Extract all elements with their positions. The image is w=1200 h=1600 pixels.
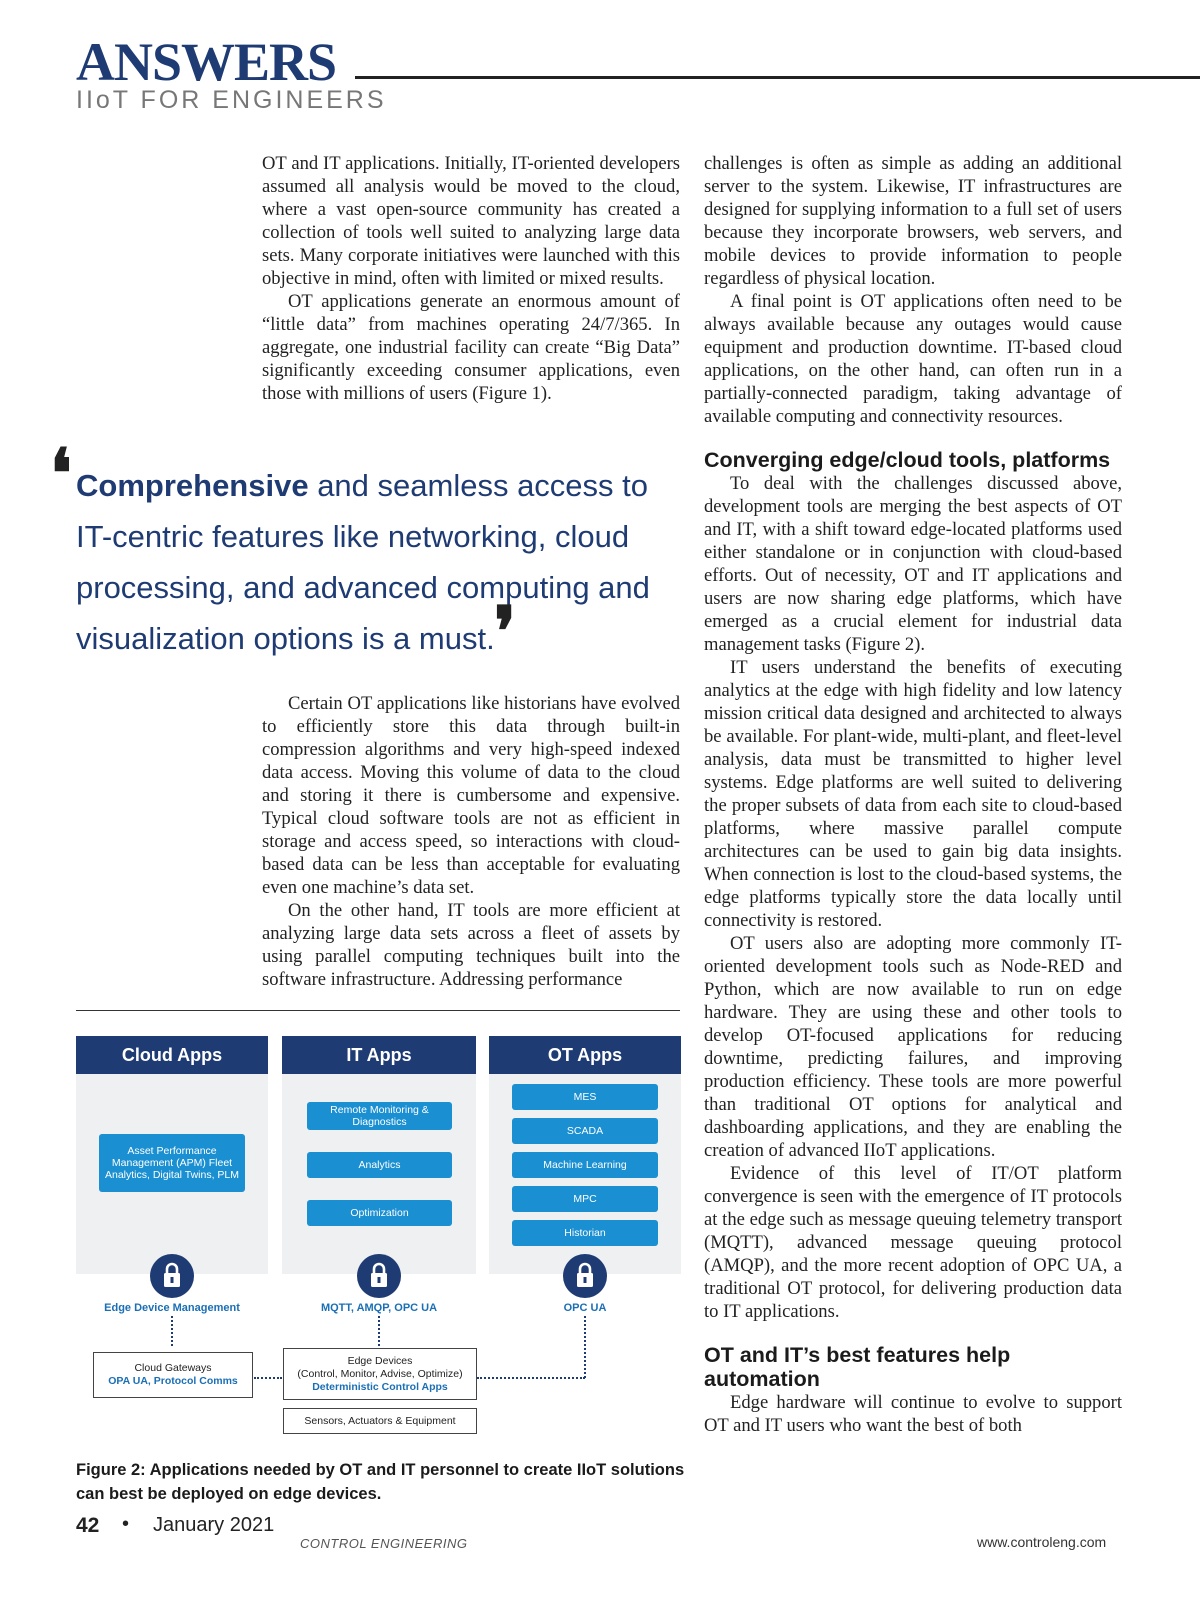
edge-device-management-label: Edge Device Management	[104, 1302, 240, 1314]
edge-devices-box	[283, 1348, 477, 1400]
publication-name: CONTROL ENGINEERING	[300, 1536, 468, 1551]
cloud-apps-header: Cloud Apps	[76, 1036, 268, 1074]
gateways-protocols: OPA UA, Protocol Comms	[108, 1375, 238, 1387]
it-protocols-label: MQTT, AMQP, OPC UA	[320, 1302, 438, 1314]
pull-quote	[76, 460, 686, 670]
sensors-box: Sensors, Actuators & Equipment	[283, 1408, 477, 1434]
close-quote-mark: ❜	[494, 594, 516, 670]
paragraph: IT users understand the benefits of executing analytics at the edge with high fidelity and low latency mission critical data designed and architected to always be available. For plant-wide, multi-plant, and fleet-level analysis, data must be transmitted to higher level systems. Edge platforms are well suited to delivering the proper subsets of data from each site to cloud-based platforms, where massive parallel compute architectures can be used to gain big data insights. When connection is lost to the cloud-based systems, the edge platforms typically store the data locally until connectivity is restored.	[704, 657, 1122, 931]
paragraph: Evidence of this level of IT/OT platform convergence is seen with the emergence of IT protocols at the edge such as message queuing telemetry transport (MQTT), advanced message queuing protocol (AMQP), and the more recent adoption of OPC UA, a traditional OT protocol, for delivering production data to IT applications.	[704, 1163, 1122, 1322]
ot-app-item: MES	[512, 1084, 658, 1110]
section-subtitle: IIoT FOR ENGINEERS	[76, 86, 387, 114]
column-b	[704, 152, 1122, 1437]
connector	[254, 1377, 282, 1379]
ot-protocols-label: OPC UA	[563, 1302, 607, 1314]
ot-app-item: SCADA	[512, 1118, 658, 1144]
column-a-top	[262, 152, 680, 405]
ot-app-item: Machine Learning	[512, 1152, 658, 1178]
website-link[interactable]: www.controleng.com	[977, 1534, 1107, 1550]
paragraph: OT applications generate an enormous amount of “little data” from machines operating 24/7/365. In aggregate, one industrial facility can create “Big Data” significantly exceeding consumer applications, even those with millions of users (Figure 1).	[262, 291, 680, 404]
it-app-item: Analytics	[307, 1152, 452, 1178]
connector	[378, 1316, 380, 1346]
it-app-item: Optimization	[307, 1200, 452, 1226]
edge-functions: (Control, Monitor, Advise, Optimize)	[297, 1367, 463, 1380]
lock-icon	[357, 1254, 401, 1298]
gateways-title: Cloud Gateways	[134, 1362, 212, 1374]
pull-quote-emphasis: Comprehensive	[76, 468, 309, 503]
lock-icon	[563, 1254, 607, 1298]
pull-quote-text: and seamless access to IT-centric features like networking, cloud processing, and advanced computing and visualization options is a must.	[76, 468, 650, 656]
column-a-bottom	[262, 692, 680, 991]
figure-rule	[76, 1010, 680, 1011]
paragraph: OT and IT applications. Initially, IT-oriented developers assumed all analysis would be moved to the cloud, where a vast open-source community has created a collection of tools well suited to analyzing large data sets. Many corporate initiatives were launched with this objective in mind, often with limited or mixed results.	[262, 153, 680, 289]
lock-icon	[150, 1254, 194, 1298]
page-number: 42	[76, 1514, 100, 1537]
connector	[584, 1316, 586, 1378]
ot-app-item: MPC	[512, 1186, 658, 1212]
subheading: Converging edge/cloud tools, platforms	[704, 448, 1111, 472]
it-apps-header: IT Apps	[282, 1036, 476, 1074]
edge-apps: Deterministic Control Apps	[312, 1380, 448, 1393]
paragraph: challenges is often as simple as adding an additional server to the system. Likewise, IT infrastructures are designed for supplying information to a full set of users because they incorporate browsers, web servers, and mobile devices to provide information to people regardless of physical location.	[704, 153, 1122, 289]
edge-title: Edge Devices	[347, 1354, 413, 1367]
paragraph: Certain OT applications like historians have evolved to efficiently store this data through built-in compression algorithms and very high-speed indexed data access. Moving this volume of data to the cloud and storing it there is cumbersome and expensive. Typical cloud software tools are not as efficient in storage and access speed, so interactions with cloud-based data can be less than acceptable for evaluating even one machine’s data set.	[262, 693, 680, 898]
figure-caption: Figure 2: Applications needed by OT and IT personnel to create IIoT solutions can best be deployed on edge devices.	[76, 1461, 685, 1503]
footer-bullet: •	[122, 1513, 130, 1535]
it-app-item: Remote Monitoring & Diagnostics	[307, 1102, 452, 1130]
cloud-app-item: Asset Performance Management (APM) Fleet Analytics, Digital Twins, PLM	[99, 1134, 245, 1192]
ot-apps-header: OT Apps	[489, 1036, 681, 1074]
magazine-section-title: ANSWERS	[76, 32, 337, 92]
subheading: OT and IT’s best features help automation	[704, 1343, 1011, 1391]
paragraph: A final point is OT applications often need to be always available because any outages would cause equipment and production downtime. IT-based cloud applications, on the other hand, can often run in a partially-connected paradigm, taking advantage of available computing and connectivity resources.	[704, 291, 1122, 427]
issue-date: January 2021	[153, 1514, 275, 1536]
ot-app-item: Historian	[512, 1220, 658, 1246]
cloud-gateways-box	[93, 1352, 253, 1398]
paragraph: To deal with the challenges discussed above, development tools are merging the best aspects of OT and IT, with a shift toward edge-located platforms used either standalone or in conjunction with cloud-based efforts. Out of necessity, OT and IT applications and users are now sharing edge platforms, which have emerged as a crucial element for industrial data management tasks (Figure 2).	[704, 473, 1122, 655]
connector	[171, 1316, 173, 1346]
paragraph: Edge hardware will continue to evolve to support OT and IT users who want the best of both	[704, 1392, 1122, 1436]
open-quote-mark: ❛	[50, 436, 72, 512]
header-rule	[355, 76, 1200, 79]
connector	[477, 1377, 585, 1379]
paragraph: On the other hand, IT tools are more efficient at analyzing large data sets across a fleet of assets by using parallel computing techniques built into the software infrastructure. Addressing performance	[262, 900, 680, 990]
paragraph: OT users also are adopting more commonly IT-oriented development tools such as Node-RED and Python, which are now available to run on edge hardware. They are using these and other tools to develop OT-focused applications for reducing downtime, predicting failures, and improving production efficiency. These tools are more powerful than traditional OT options for analytical and dashboarding applications, and they are enabling the creation of advanced IIoT applications.	[704, 933, 1122, 1161]
